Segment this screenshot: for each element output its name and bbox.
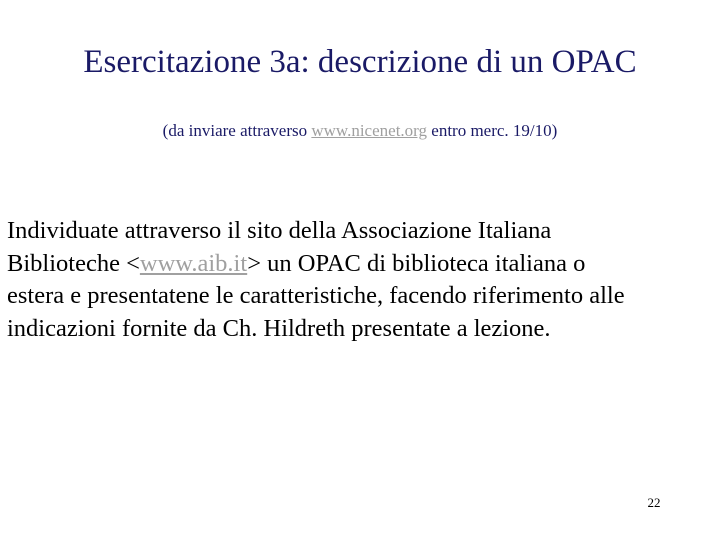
subtitle-text-before: (da inviare attraverso <box>162 121 312 140</box>
body-line-4: indicazioni fornite da Ch. Hildreth presentate a lezione. <box>7 314 551 342</box>
page-number: 22 <box>647 495 661 510</box>
body-line-1: Individuate attraverso il sito della Associazione Italiana <box>7 217 552 244</box>
body-line-2-before: Biblioteche < <box>7 249 140 277</box>
aib-link[interactable]: www.aib.it <box>139 249 248 277</box>
nicenet-link[interactable]: www.nicenet.org <box>311 121 428 140</box>
slide-body <box>7 215 720 345</box>
body-line-3: estera e presentatene le caratteristiche, facendo riferimento alle <box>7 282 625 309</box>
subtitle-text-after: entro merc. 19/10) <box>427 121 558 140</box>
body-line-2-after: > un OPAC di biblioteca italiana o <box>247 249 586 277</box>
body-line-2 <box>7 248 720 281</box>
slide-subtitle <box>60 120 660 142</box>
slide-title: Esercitazione 3a: descrizione di un OPAC <box>83 44 637 80</box>
